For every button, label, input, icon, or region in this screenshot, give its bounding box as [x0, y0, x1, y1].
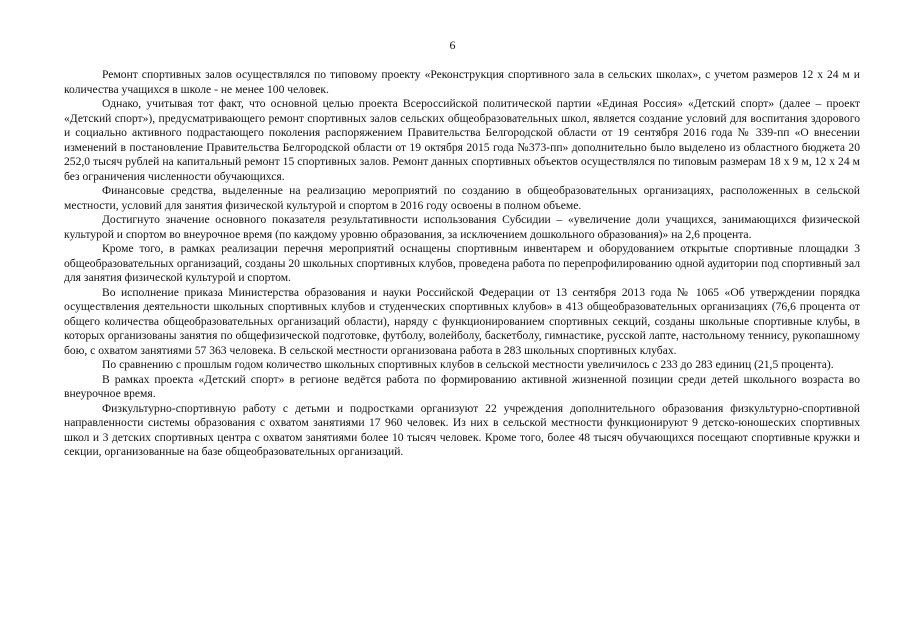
- paragraph-ministry-order: Во исполнение приказа Министерства образования и науки Российской Федерации от 13 сентября 2013 года № 1065 «Об утверждении порядка осуществления деятельности школьных спортивных клубов и студенческих спортивных клубов» в 413 общеобразовательных организациях (76,6 процента от общего количества общеобразовательных организаций области), наряду с функционированием спортивных секций, созданы школьные спортивные клубы, в которых организованы занятия по общефизической подготовке, футболу, волейболу, баскетболу, гимнастике, русской лапте, настольному теннису, рукопашному бою, с охватом занятиями 57 363 человека. В сельской местности организована работа в 283 школьных спортивных клубах.: [64, 285, 860, 357]
- paragraph-equipment-and-clubs: Кроме того, в рамках реализации перечня мероприятий оснащены спортивным инвентарем и оборудованием открытые спортивные площадки 3 общеобразовательных организаций, созданы 20 школьных спортивных клубов, проведена работа по перепрофилированию одной аудитории под спортивный зал для занятия физической культурой и спортом.: [64, 242, 860, 284]
- paragraph-clubs-comparison: По сравнению с прошлым годом количество школьных спортивных клубов в сельской местности увеличилось с 233 до 283 единиц (21,5 процента).: [102, 358, 834, 371]
- paragraph-additional-education: Физкультурно-спортивную работу с детьми и подростками организуют 22 учреждения дополнительного образования физкультурно-спортивной направленности системы образования с охватом занятиями 17 960 человек. Из них в сельской местности функционируют 9 детско-юношеских спортивных школ и 3 детских спортивных центра с охватом занятиями более 10 тысяч человек. Кроме того, более 48 тысяч обучающихся посещают спортивные кружки и секции, организованные на базе общеобразовательных организаций.: [64, 401, 860, 458]
- paragraph-additional-funding: Однако, учитывая тот факт, что основной целью проекта Всероссийской политической партии «Единая Россия» «Детский спорт» (далее – проект «Детский спорт»), предусматривающего ремонт спортивных залов сельских общеобразовательных школ, является создание условий для воспитания здорового и социально активного подрастающего поколения распоряжением Правительства Белгородской области от 19 сентября 2016 года № 339-пп «О внесении изменений в постановление Правительства Белгородской области от 19 октября 2015 года №373-пп» дополнительно было выделено из областного бюджета 20 252,0 тысяч рублей на капитальный ремонт 15 спортивных залов. Ремонт данных спортивных объектов осуществлялся по типовым размерам 18 х 9 м, 12 х 24 м без ограничения численности обучающихся.: [64, 97, 860, 183]
- paragraph-indicator-achieved: Достигнуто значение основного показателя результативности использования Субсидии – «увеличение доли учащихся, занимающихся физической культурой и спортом во внеурочное время (по каждому уровню образования, за исключением дошкольного образования)» на 2,6 процента.: [64, 213, 860, 241]
- paragraph-children-sport-project: В рамках проекта «Детский спорт» в регионе ведётся работа по формированию активной жизненной позиции среди детей школьного возраста во внеурочное время.: [64, 372, 860, 400]
- page-number: 6: [449, 38, 456, 52]
- paragraph-gym-repair-project: Ремонт спортивных залов осуществлялся по типовому проекту «Реконструкция спортивного зала в сельских школах», с учетом размеров 12 х 24 м и количества учащихся в школе - не менее 100 человек.: [64, 68, 860, 96]
- paragraph-funds-spent: Финансовые средства, выделенные на реализацию мероприятий по созданию в общеобразовательных организациях, расположенных в сельской местности, условий для занятия физической культурой и спортом в 2016 году освоены в полном объеме.: [64, 184, 860, 212]
- document-body: [64, 68, 860, 460]
